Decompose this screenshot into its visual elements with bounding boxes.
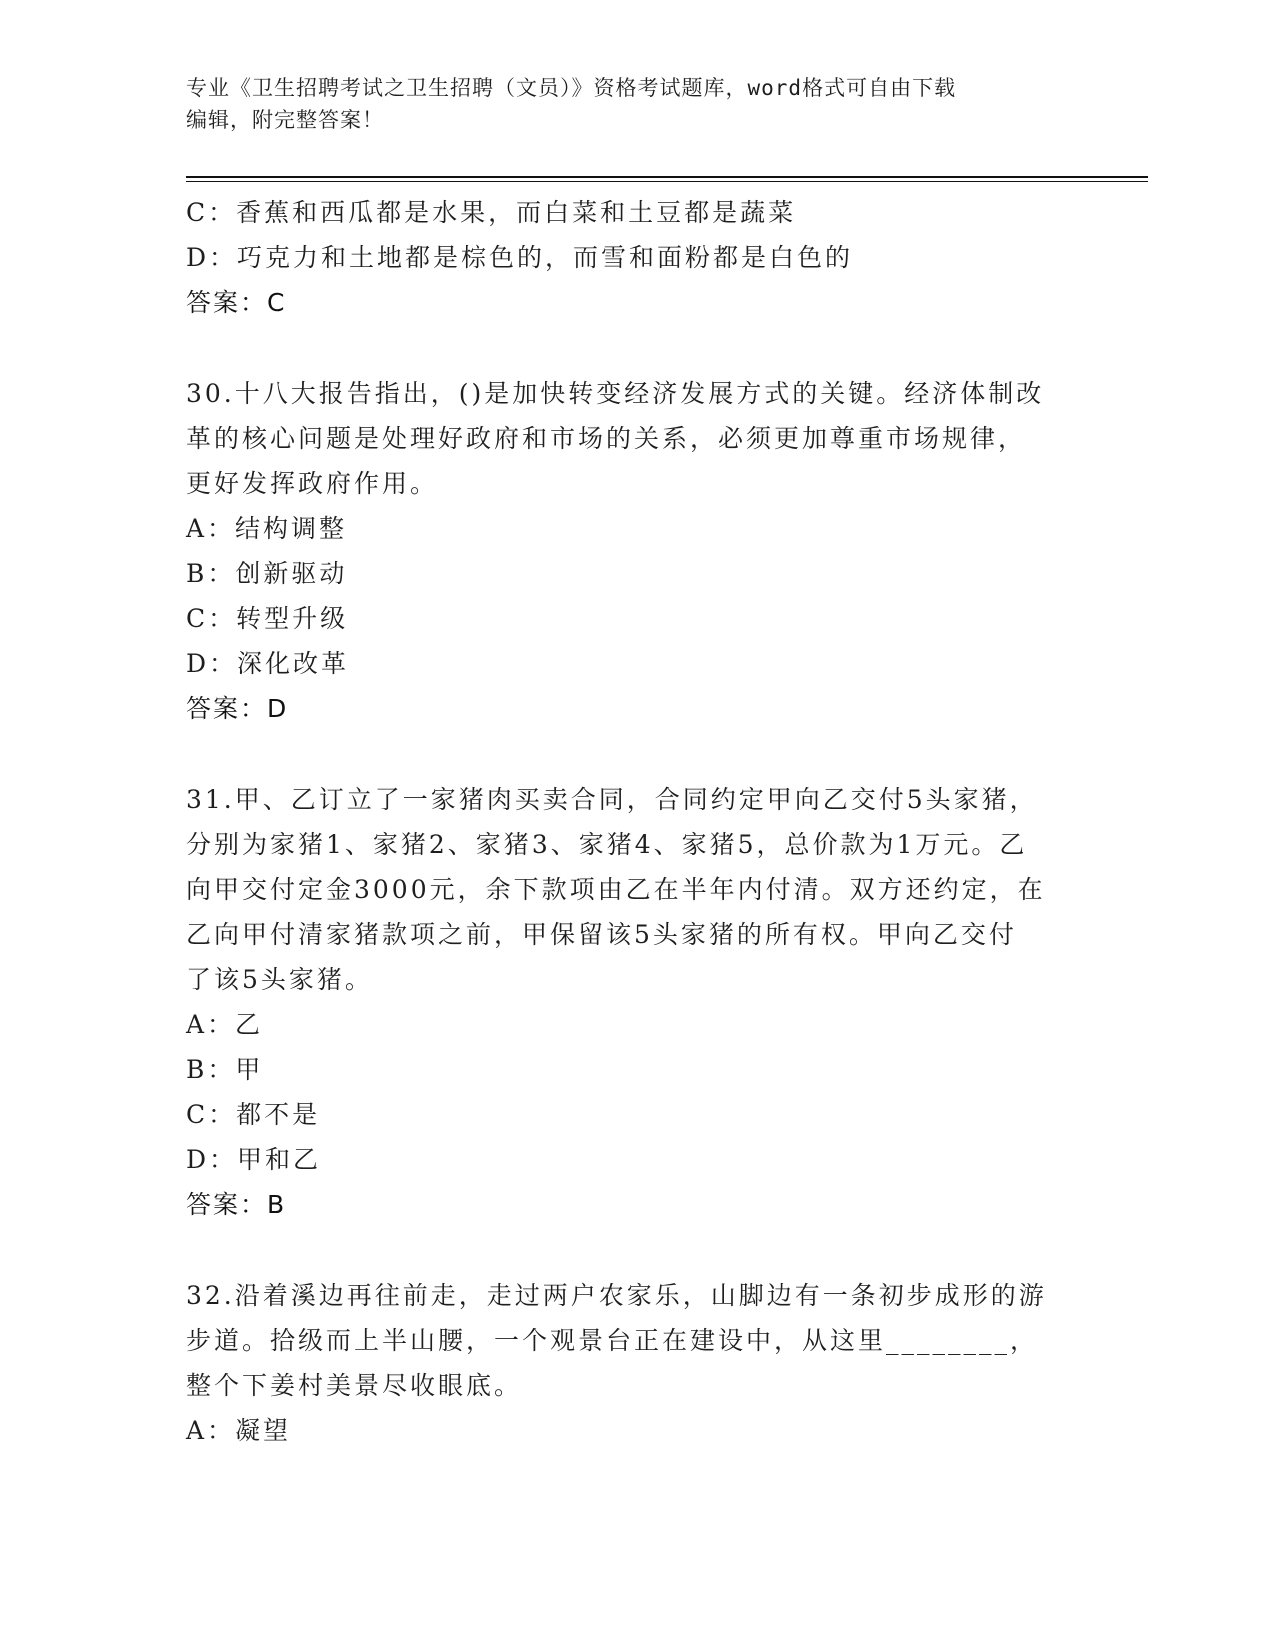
option-d: D：深化改革 — [186, 649, 350, 678]
question-stem — [186, 1273, 1086, 1408]
question-32 — [186, 1273, 1086, 1453]
header-rule-thick — [186, 176, 1148, 178]
answer-label: 答案：D — [186, 694, 289, 723]
option-a: A：结构调整 — [186, 514, 348, 543]
document-header — [186, 72, 1086, 136]
header-line-1: 专业《卫生招聘考试之卫生招聘（文员）》资格考试题库，word格式可自由下载 — [186, 76, 957, 100]
stem-line: 更好发挥政府作用。 — [186, 469, 439, 498]
stem-line: 向甲交付定金3000元，余下款项由乙在半年内付清。双方还约定，在 — [186, 875, 1046, 904]
question-31 — [186, 777, 1086, 1227]
question-stem — [186, 371, 1086, 506]
header-rule-thin — [186, 181, 1148, 182]
option-a: A：乙 — [186, 1010, 264, 1039]
answer-label: 答案：B — [186, 1190, 287, 1219]
option-d: D：巧克力和土地都是棕色的，而雪和面粉都是白色的 — [186, 243, 854, 272]
answer-label: 答案：C — [186, 288, 287, 317]
option-d: D：甲和乙 — [186, 1145, 322, 1174]
stem-line: 分别为家猪1、家猪2、家猪3、家猪4、家猪5，总价款为1万元。乙 — [186, 830, 1028, 859]
option-b: B：创新驱动 — [186, 559, 348, 588]
question-list — [186, 190, 1086, 1453]
stem-line: 整个下姜村美景尽收眼底。 — [186, 1371, 523, 1400]
question-29 — [186, 190, 1086, 325]
stem-line: 31.甲、乙订立了一家猪肉买卖合同，合同约定甲向乙交付5头家猪， — [186, 785, 1038, 814]
option-a: A：凝望 — [186, 1416, 292, 1445]
header-line-2: 编辑，附完整答案！ — [186, 108, 384, 132]
stem-line: 30.十八大报告指出，()是加快转变经济发展方式的关键。经济体制改 — [186, 379, 1045, 408]
stem-line: 32.沿着溪边再往前走，走过两户农家乐，山脚边有一条初步成形的游 — [186, 1281, 1047, 1310]
stem-line: 革的核心问题是处理好政府和市场的关系，必须更加尊重市场规律， — [186, 424, 1027, 453]
stem-line: 乙向甲付清家猪款项之前，甲保留该5头家猪的所有权。甲向乙交付 — [186, 920, 1017, 949]
question-30 — [186, 371, 1086, 731]
option-b: B：甲 — [186, 1055, 264, 1084]
stem-line: 步道。拾级而上半山腰，一个观景台正在建设中，从这里________， — [186, 1326, 1039, 1355]
option-c: C：转型升级 — [186, 604, 349, 633]
stem-line: 了该5头家猪。 — [186, 965, 373, 994]
option-c: C：都不是 — [186, 1100, 321, 1129]
option-c: C：香蕉和西瓜都是水果，而白菜和土豆都是蔬菜 — [186, 198, 797, 227]
question-stem — [186, 777, 1086, 1002]
